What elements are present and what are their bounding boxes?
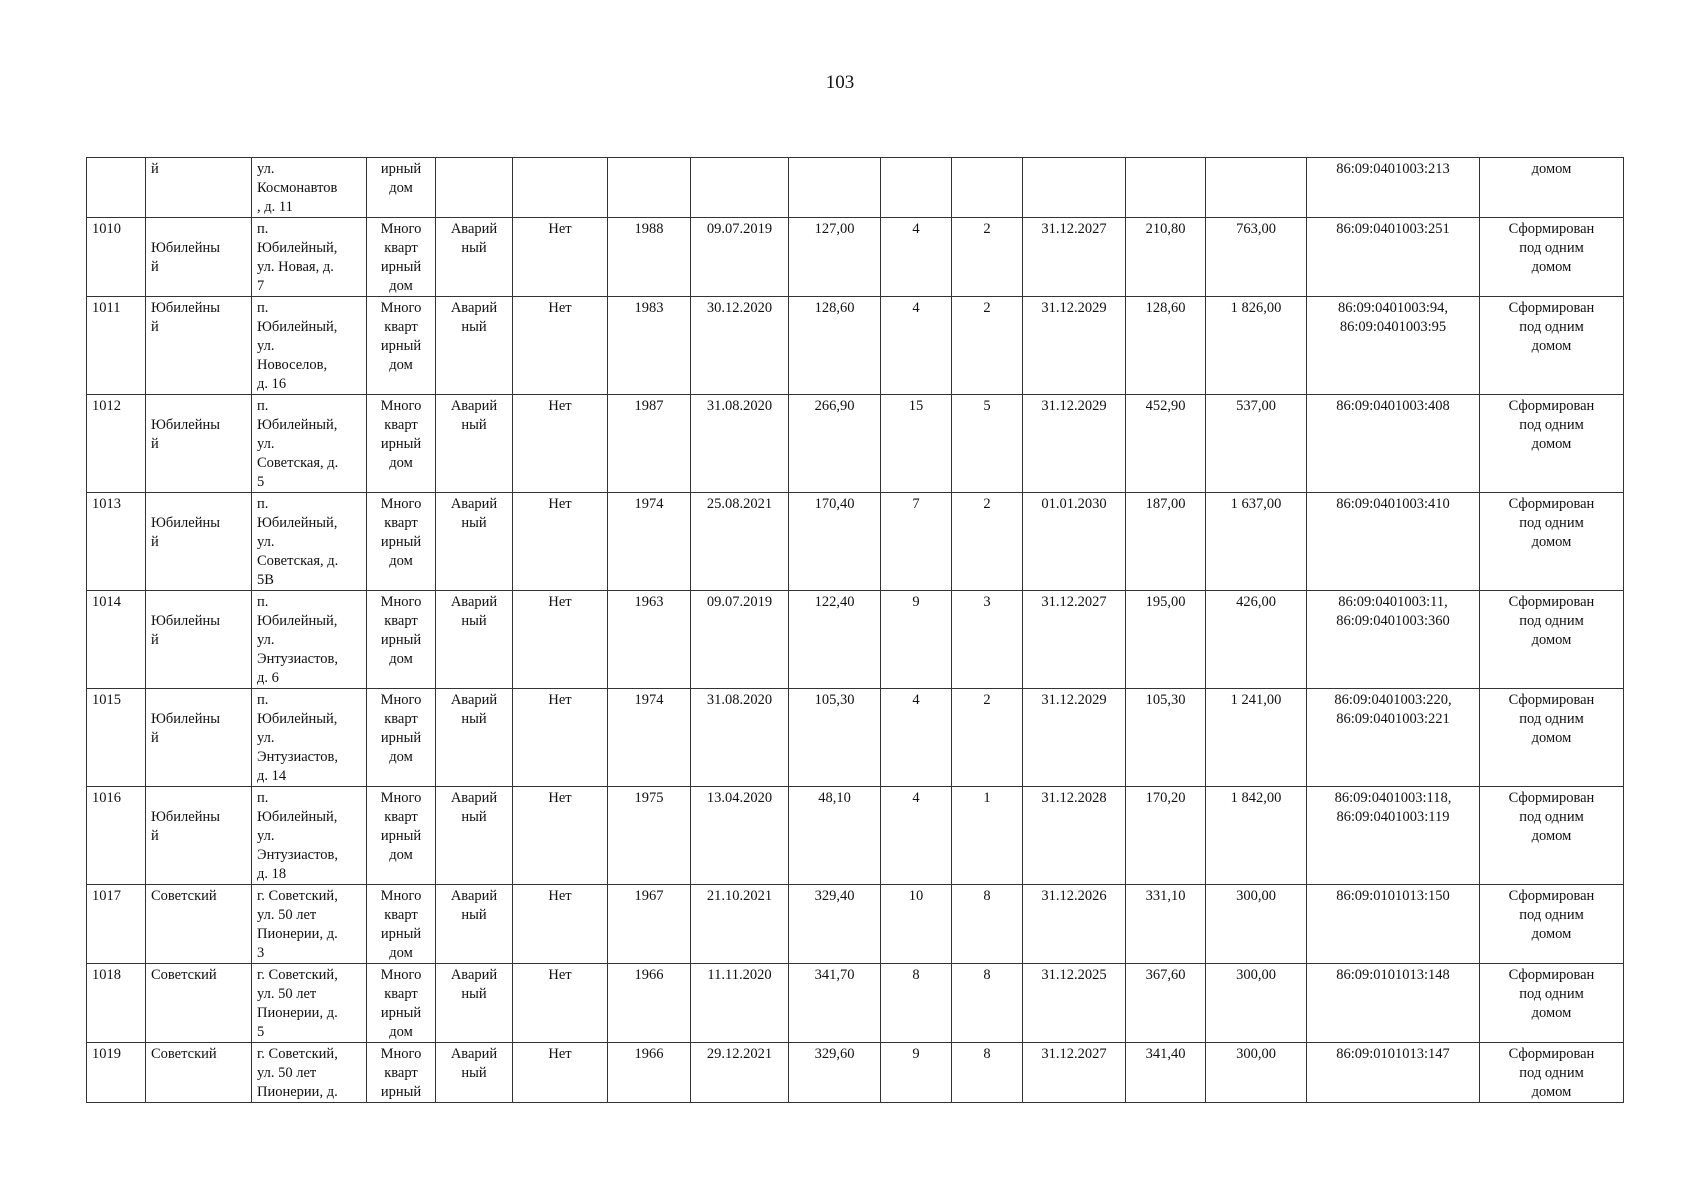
cell-residents-count: 15 [881, 395, 952, 493]
cell-row-number: 1014 [87, 591, 146, 689]
cell-apartments-count: 1 [952, 787, 1023, 885]
cell-building-type: Много кварт ирный [367, 1043, 436, 1103]
cell-residents-count: 9 [881, 1043, 952, 1103]
cell-decision-date: 25.08.2021 [691, 493, 789, 591]
cell-flag: Нет [513, 1043, 608, 1103]
cell-decision-date: 31.08.2020 [691, 395, 789, 493]
cell-plan-date: 31.12.2027 [1023, 1043, 1126, 1103]
cell-land-note: Сформирован под одним домом [1480, 395, 1624, 493]
cell-flag: Нет [513, 885, 608, 964]
cell-decision-date: 09.07.2019 [691, 591, 789, 689]
cell-address: п. Юбилейный, ул. Энтузиастов, д. 6 [252, 591, 367, 689]
cell-row-number: 1017 [87, 885, 146, 964]
cell-cadastral-number: 86:09:0401003:220, 86:09:0401003:221 [1307, 689, 1480, 787]
cell-building-type: Много кварт ирный дом [367, 297, 436, 395]
cell-row-number: 1011 [87, 297, 146, 395]
cell-flag: Нет [513, 493, 608, 591]
cell-apartments-count: 8 [952, 964, 1023, 1043]
cell-area: 266,90 [789, 395, 881, 493]
cell-residents-count: 4 [881, 297, 952, 395]
cell-apartments-count: 2 [952, 297, 1023, 395]
cell-plan-date: 31.12.2025 [1023, 964, 1126, 1043]
cell-row-number: 1012 [87, 395, 146, 493]
cell-year-built: 1987 [608, 395, 691, 493]
cell-land-area: 763,00 [1206, 218, 1307, 297]
cell-apartments-count: 8 [952, 1043, 1023, 1103]
table-row [87, 297, 1624, 395]
cell-flag [513, 158, 608, 218]
cell-condition: Аварий ный [436, 885, 513, 964]
cell-decision-date: 30.12.2020 [691, 297, 789, 395]
cell-total-area: 195,00 [1126, 591, 1206, 689]
cell-land-area: 1 241,00 [1206, 689, 1307, 787]
table-row [87, 689, 1624, 787]
cell-condition: Аварий ный [436, 1043, 513, 1103]
cell-address: п. Юбилейный, ул. Новоселов, д. 16 [252, 297, 367, 395]
cell-municipality: Советский [146, 964, 252, 1043]
cell-condition: Аварий ный [436, 964, 513, 1043]
cell-plan-date: 31.12.2029 [1023, 297, 1126, 395]
cell-flag: Нет [513, 964, 608, 1043]
cell-residents-count: 7 [881, 493, 952, 591]
cell-municipality: й [146, 158, 252, 218]
cell-plan-date: 31.12.2028 [1023, 787, 1126, 885]
cell-apartments-count: 2 [952, 218, 1023, 297]
cell-total-area: 170,20 [1126, 787, 1206, 885]
cell-residents-count [881, 158, 952, 218]
cell-row-number [87, 158, 146, 218]
cell-building-type: Много кварт ирный дом [367, 885, 436, 964]
cell-condition: Аварий ный [436, 218, 513, 297]
cell-year-built: 1974 [608, 689, 691, 787]
cell-flag: Нет [513, 689, 608, 787]
cell-land-note: Сформирован под одним домом [1480, 787, 1624, 885]
cell-land-area: 300,00 [1206, 1043, 1307, 1103]
cell-building-type: Много кварт ирный дом [367, 787, 436, 885]
cell-apartments-count [952, 158, 1023, 218]
cell-land-area: 1 842,00 [1206, 787, 1307, 885]
cell-municipality: Юбилейны й [146, 787, 252, 885]
cell-municipality: Юбилейны й [146, 218, 252, 297]
cell-municipality: Юбилейны й [146, 689, 252, 787]
cell-land-area: 1 637,00 [1206, 493, 1307, 591]
cell-row-number: 1015 [87, 689, 146, 787]
cell-condition [436, 158, 513, 218]
cell-total-area: 452,90 [1126, 395, 1206, 493]
cell-area: 128,60 [789, 297, 881, 395]
cell-municipality: Советский [146, 885, 252, 964]
cell-year-built: 1963 [608, 591, 691, 689]
cell-building-type: Много кварт ирный дом [367, 964, 436, 1043]
cell-land-note: Сформирован под одним домом [1480, 297, 1624, 395]
cell-decision-date [691, 158, 789, 218]
cell-address: ул. Космонавтов , д. 11 [252, 158, 367, 218]
cell-plan-date: 31.12.2027 [1023, 218, 1126, 297]
table-row [87, 1043, 1624, 1103]
cell-address: п. Юбилейный, ул. Энтузиастов, д. 18 [252, 787, 367, 885]
cell-plan-date: 31.12.2029 [1023, 395, 1126, 493]
registry-body [87, 158, 1624, 1103]
table-row [87, 218, 1624, 297]
cell-year-built: 1974 [608, 493, 691, 591]
cell-flag: Нет [513, 395, 608, 493]
cell-year-built: 1988 [608, 218, 691, 297]
cell-row-number: 1016 [87, 787, 146, 885]
cell-year-built: 1966 [608, 964, 691, 1043]
cell-land-note: домом [1480, 158, 1624, 218]
cell-year-built: 1975 [608, 787, 691, 885]
cell-cadastral-number: 86:09:0401003:408 [1307, 395, 1480, 493]
cell-building-type: ирный дом [367, 158, 436, 218]
cell-flag: Нет [513, 787, 608, 885]
cell-land-note: Сформирован под одним домом [1480, 591, 1624, 689]
cell-total-area [1126, 158, 1206, 218]
cell-residents-count: 4 [881, 218, 952, 297]
cell-condition: Аварий ный [436, 689, 513, 787]
cell-cadastral-number: 86:09:0401003:11, 86:09:0401003:360 [1307, 591, 1480, 689]
cell-land-note: Сформирован под одним домом [1480, 689, 1624, 787]
cell-residents-count: 8 [881, 964, 952, 1043]
cell-decision-date: 13.04.2020 [691, 787, 789, 885]
cell-residents-count: 4 [881, 689, 952, 787]
cell-total-area: 341,40 [1126, 1043, 1206, 1103]
cell-land-area: 300,00 [1206, 885, 1307, 964]
cell-apartments-count: 5 [952, 395, 1023, 493]
cell-total-area: 105,30 [1126, 689, 1206, 787]
cell-total-area: 331,10 [1126, 885, 1206, 964]
cell-condition: Аварий ный [436, 493, 513, 591]
cell-land-note: Сформирован под одним домом [1480, 964, 1624, 1043]
cell-building-type: Много кварт ирный дом [367, 591, 436, 689]
cell-year-built [608, 158, 691, 218]
cell-area [789, 158, 881, 218]
cell-area: 48,10 [789, 787, 881, 885]
cell-land-note: Сформирован под одним домом [1480, 218, 1624, 297]
cell-address: г. Советский, ул. 50 лет Пионерии, д. 5 [252, 964, 367, 1043]
cell-building-type: Много кварт ирный дом [367, 493, 436, 591]
cell-area: 170,40 [789, 493, 881, 591]
cell-row-number: 1010 [87, 218, 146, 297]
cell-address: п. Юбилейный, ул. Советская, д. 5В [252, 493, 367, 591]
cell-apartments-count: 2 [952, 493, 1023, 591]
cell-decision-date: 11.11.2020 [691, 964, 789, 1043]
cell-row-number: 1018 [87, 964, 146, 1043]
cell-cadastral-number: 86:09:0401003:251 [1307, 218, 1480, 297]
cell-plan-date [1023, 158, 1126, 218]
page-number: 103 [825, 72, 855, 93]
cell-decision-date: 31.08.2020 [691, 689, 789, 787]
cell-residents-count: 10 [881, 885, 952, 964]
cell-decision-date: 29.12.2021 [691, 1043, 789, 1103]
table-row [87, 158, 1624, 218]
cell-land-area [1206, 158, 1307, 218]
cell-municipality: Юбилейны й [146, 591, 252, 689]
housing-registry-table [86, 157, 1624, 1103]
table-row [87, 493, 1624, 591]
cell-apartments-count: 2 [952, 689, 1023, 787]
cell-address: п. Юбилейный, ул. Энтузиастов, д. 14 [252, 689, 367, 787]
cell-decision-date: 21.10.2021 [691, 885, 789, 964]
cell-cadastral-number: 86:09:0401003:213 [1307, 158, 1480, 218]
cell-flag: Нет [513, 297, 608, 395]
cell-decision-date: 09.07.2019 [691, 218, 789, 297]
table-row [87, 591, 1624, 689]
cell-municipality: Юбилейны й [146, 297, 252, 395]
cell-land-note: Сформирован под одним домом [1480, 1043, 1624, 1103]
cell-flag: Нет [513, 591, 608, 689]
cell-area: 127,00 [789, 218, 881, 297]
cell-land-area: 426,00 [1206, 591, 1307, 689]
cell-land-note: Сформирован под одним домом [1480, 493, 1624, 591]
cell-total-area: 128,60 [1126, 297, 1206, 395]
cell-land-note: Сформирован под одним домом [1480, 885, 1624, 964]
cell-cadastral-number: 86:09:0401003:118, 86:09:0401003:119 [1307, 787, 1480, 885]
cell-year-built: 1967 [608, 885, 691, 964]
cell-condition: Аварий ный [436, 787, 513, 885]
cell-area: 329,40 [789, 885, 881, 964]
cell-address: г. Советский, ул. 50 лет Пионерии, д. [252, 1043, 367, 1103]
table-row [87, 964, 1624, 1043]
table-row [87, 787, 1624, 885]
cell-area: 329,60 [789, 1043, 881, 1103]
cell-area: 122,40 [789, 591, 881, 689]
cell-plan-date: 01.01.2030 [1023, 493, 1126, 591]
table-row [87, 885, 1624, 964]
cell-land-area: 300,00 [1206, 964, 1307, 1043]
cell-municipality: Юбилейны й [146, 395, 252, 493]
cell-municipality: Советский [146, 1043, 252, 1103]
cell-land-area: 537,00 [1206, 395, 1307, 493]
cell-plan-date: 31.12.2026 [1023, 885, 1126, 964]
cell-building-type: Много кварт ирный дом [367, 218, 436, 297]
cell-total-area: 210,80 [1126, 218, 1206, 297]
cell-plan-date: 31.12.2027 [1023, 591, 1126, 689]
cell-year-built: 1966 [608, 1043, 691, 1103]
cell-address: п. Юбилейный, ул. Советская, д. 5 [252, 395, 367, 493]
cell-condition: Аварий ный [436, 395, 513, 493]
cell-row-number: 1019 [87, 1043, 146, 1103]
cell-plan-date: 31.12.2029 [1023, 689, 1126, 787]
cell-municipality: Юбилейны й [146, 493, 252, 591]
cell-area: 105,30 [789, 689, 881, 787]
cell-building-type: Много кварт ирный дом [367, 395, 436, 493]
table-row [87, 395, 1624, 493]
cell-address: п. Юбилейный, ул. Новая, д. 7 [252, 218, 367, 297]
cell-total-area: 187,00 [1126, 493, 1206, 591]
cell-address: г. Советский, ул. 50 лет Пионерии, д. 3 [252, 885, 367, 964]
cell-land-area: 1 826,00 [1206, 297, 1307, 395]
cell-condition: Аварий ный [436, 297, 513, 395]
cell-building-type: Много кварт ирный дом [367, 689, 436, 787]
cell-row-number: 1013 [87, 493, 146, 591]
cell-total-area: 367,60 [1126, 964, 1206, 1043]
cell-residents-count: 4 [881, 787, 952, 885]
cell-cadastral-number: 86:09:0101013:150 [1307, 885, 1480, 964]
cell-apartments-count: 3 [952, 591, 1023, 689]
cell-condition: Аварий ный [436, 591, 513, 689]
cell-cadastral-number: 86:09:0401003:410 [1307, 493, 1480, 591]
cell-apartments-count: 8 [952, 885, 1023, 964]
cell-cadastral-number: 86:09:0101013:147 [1307, 1043, 1480, 1103]
cell-cadastral-number: 86:09:0101013:148 [1307, 964, 1480, 1043]
cell-cadastral-number: 86:09:0401003:94, 86:09:0401003:95 [1307, 297, 1480, 395]
cell-area: 341,70 [789, 964, 881, 1043]
cell-residents-count: 9 [881, 591, 952, 689]
cell-year-built: 1983 [608, 297, 691, 395]
cell-flag: Нет [513, 218, 608, 297]
